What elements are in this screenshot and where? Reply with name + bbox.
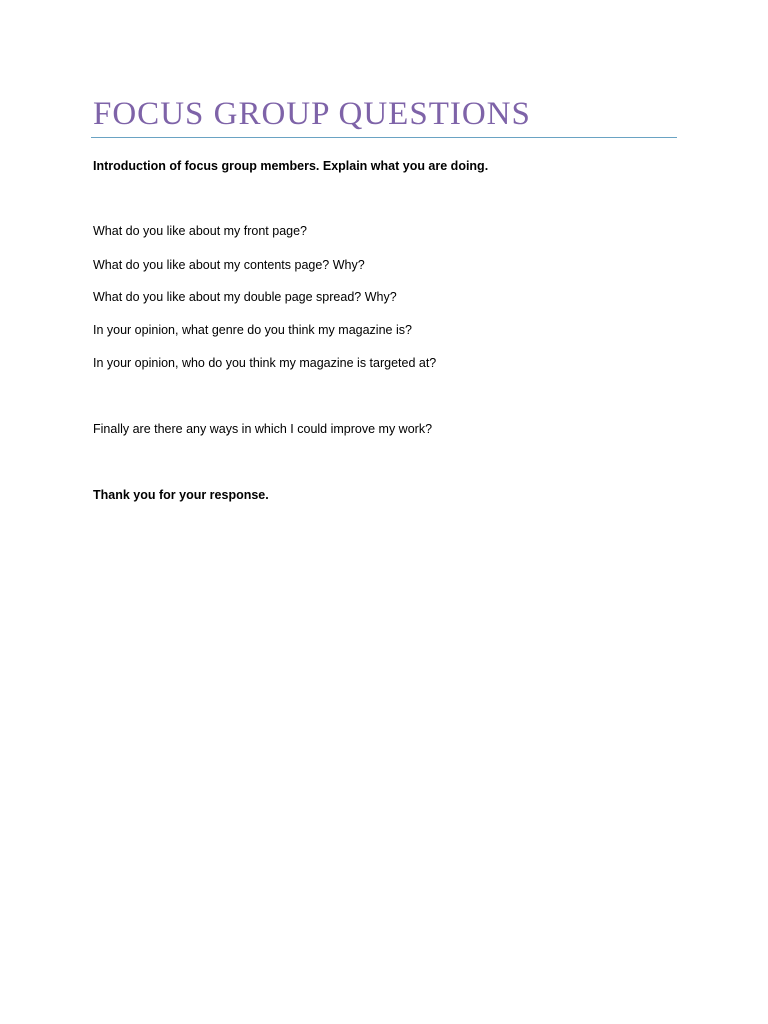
intro-text: Introduction of focus group members. Explain what you are doing.: [93, 159, 489, 173]
closing-text: Thank you for your response.: [93, 488, 269, 502]
question-target-audience: In your opinion, who do you think my magazine is targeted at?: [93, 356, 437, 370]
question-double-page-spread: What do you like about my double page spread? Why?: [93, 290, 397, 304]
question-contents-page: What do you like about my contents page? Why?: [93, 258, 365, 272]
title-divider: [91, 137, 677, 138]
question-genre: In your opinion, what genre do you think my magazine is?: [93, 323, 412, 337]
page-title: FOCUS GROUP QUESTIONS: [93, 96, 531, 132]
question-front-page: What do you like about my front page?: [93, 224, 308, 238]
final-question: Finally are there any ways in which I could improve my work?: [93, 422, 433, 436]
